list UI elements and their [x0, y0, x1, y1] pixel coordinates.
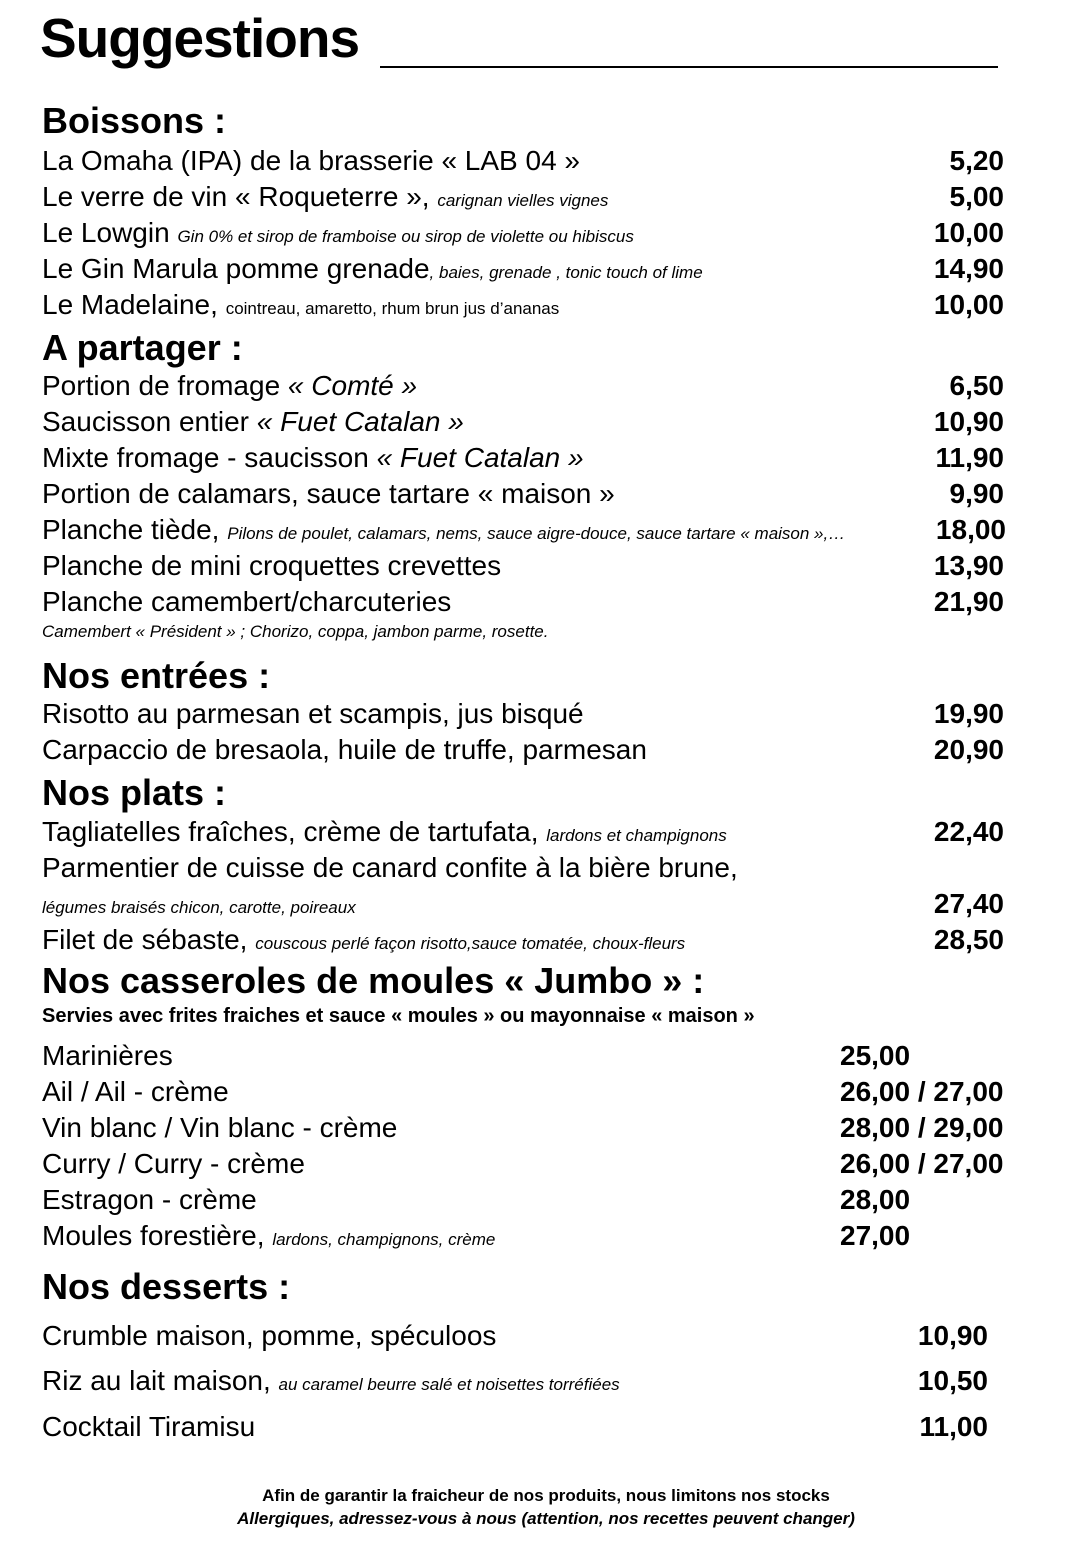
- item-description: Gin 0% et sirop de framboise ou sirop de violette ou hibiscus: [177, 227, 634, 246]
- section-subheading: Servies avec frites fraiches et sauce « moules » ou mayonnaise « maison »: [42, 1005, 755, 1027]
- item-name: Saucisson entier: [42, 406, 250, 437]
- item-price: 25,00: [840, 1040, 911, 1071]
- footer-allergy-note: Allergiques, adressez-vous à nous (attention, nos recettes peuvent changer): [237, 1509, 855, 1528]
- menu-item: [42, 1184, 257, 1216]
- item-name: Le Madelaine,: [42, 289, 218, 320]
- item-name: Le Gin Marula pomme grenade: [42, 253, 430, 284]
- item-name: Vin blanc / Vin blanc - crème: [42, 1112, 398, 1143]
- item-price: 19,90: [933, 698, 1004, 729]
- menu-item: [42, 406, 464, 438]
- item-price: 10,00: [933, 217, 1004, 248]
- item-price: 27,00: [840, 1220, 911, 1251]
- item-price: 26,00 / 27,00: [840, 1076, 1004, 1107]
- item-price: 5,20: [949, 145, 1004, 176]
- item-name: Portion de fromage: [42, 370, 281, 401]
- menu-item: [42, 852, 738, 884]
- footer-stock-note: Afin de garantir la fraicheur de nos produits, nous limitons nos stocks: [262, 1486, 830, 1505]
- menu-item: [42, 1220, 495, 1252]
- item-description: couscous perlé façon risotto,sauce tomatée, choux-fleurs: [255, 934, 686, 953]
- menu-item: [42, 145, 580, 177]
- item-name: Mixte fromage - saucisson: [42, 442, 369, 473]
- menu-item: [42, 514, 845, 546]
- item-description: lardons, champignons, crème: [272, 1230, 496, 1249]
- section-heading-partager: A partager :: [42, 327, 243, 368]
- item-description: , baies, grenade , tonic touch of lime: [429, 263, 703, 282]
- item-name: Planche camembert/charcuteries: [42, 586, 452, 617]
- menu-item: [42, 1320, 496, 1352]
- menu-item: [42, 181, 608, 213]
- item-description: « Fuet Catalan »: [376, 442, 584, 473]
- item-name: Curry / Curry - crème: [42, 1148, 305, 1179]
- menu-item: [42, 1365, 620, 1397]
- item-name: Risotto au parmesan et scampis, jus bisqué: [42, 698, 584, 729]
- item-description: légumes braisés chicon, carotte, poireaux: [42, 898, 356, 917]
- item-price: 10,50: [917, 1365, 988, 1396]
- section-heading-moules: Nos casseroles de moules « Jumbo » :: [42, 960, 705, 1001]
- menu-item: [42, 734, 647, 766]
- item-price: 27,40: [933, 888, 1004, 919]
- item-name: Planche de mini croquettes crevettes: [42, 550, 502, 581]
- section-heading-desserts: Nos desserts :: [42, 1266, 291, 1307]
- item-price: 28,50: [933, 924, 1004, 955]
- item-name: Planche tiède,: [42, 514, 220, 545]
- item-price: 10,90: [933, 406, 1004, 437]
- item-name: Moules forestière,: [42, 1220, 265, 1251]
- item-price: 10,90: [917, 1320, 988, 1351]
- item-price: 20,90: [933, 734, 1004, 765]
- item-name: Parmentier de cuisse de canard confite à la bière brune,: [42, 852, 738, 883]
- item-price: 10,00: [933, 289, 1004, 320]
- menu-item: [42, 924, 685, 956]
- item-price: 21,90: [933, 586, 1004, 617]
- item-name: Portion de calamars, sauce tartare « maison »: [42, 478, 615, 509]
- item-price: 6,50: [949, 370, 1004, 401]
- item-note: Camembert « Président » ; Chorizo, coppa, jambon parme, rosette.: [42, 622, 549, 641]
- item-name: Le Lowgin: [42, 217, 170, 248]
- menu-item: [42, 253, 703, 285]
- item-price: 22,40: [933, 816, 1004, 847]
- item-price: 26,00 / 27,00: [840, 1148, 1004, 1179]
- item-name: Filet de sébaste,: [42, 924, 248, 955]
- menu-item: [42, 478, 615, 510]
- menu-item: [42, 1112, 397, 1144]
- item-price: 11,00: [919, 1411, 988, 1442]
- item-name: Tagliatelles fraîches, crème de tartufata,: [42, 816, 539, 847]
- menu-item: [42, 586, 451, 618]
- item-name: Ail / Ail - crème: [42, 1076, 229, 1107]
- item-price: 14,90: [933, 253, 1004, 284]
- item-price: 18,00: [935, 514, 1006, 545]
- page-title: Suggestions: [40, 7, 360, 69]
- menu-item: [42, 698, 584, 730]
- menu-item: [42, 1076, 229, 1108]
- menu-item: [42, 816, 727, 848]
- menu-item: [42, 1040, 173, 1072]
- item-name: Le verre de vin « Roqueterre »,: [42, 181, 430, 212]
- item-name: Riz au lait maison,: [42, 1365, 271, 1396]
- menu-item: [42, 442, 584, 474]
- item-name: Estragon - crème: [42, 1184, 257, 1215]
- item-price: 5,00: [949, 181, 1004, 212]
- item-name: Carpaccio de bresaola, huile de truffe, parmesan: [42, 734, 647, 765]
- item-description: au caramel beurre salé et noisettes torréfiées: [278, 1375, 620, 1394]
- item-description: lardons et champignons: [546, 826, 727, 845]
- item-price: 13,90: [933, 550, 1004, 581]
- menu-item: [42, 370, 417, 402]
- menu-item: [42, 1411, 255, 1443]
- item-price: 28,00: [840, 1184, 911, 1215]
- section-heading-boissons: Boissons :: [42, 100, 227, 141]
- item-description: Pilons de poulet, calamars, nems, sauce aigre-douce, sauce tartare « maison »,…: [227, 524, 846, 543]
- item-description: cointreau, amaretto, rhum brun jus d’ananas: [225, 299, 560, 318]
- item-name: Crumble maison, pomme, spéculoos: [42, 1320, 497, 1351]
- section-heading-plats: Nos plats :: [42, 772, 227, 813]
- item-description: « Comté »: [287, 370, 418, 401]
- menu-item: [42, 289, 559, 321]
- item-name: Marinières: [42, 1040, 173, 1071]
- item-price: 9,90: [949, 478, 1004, 509]
- menu-item: [42, 217, 634, 249]
- item-name: La Omaha (IPA) de la brasserie « LAB 04 »: [42, 145, 580, 176]
- item-description: carignan vielles vignes: [437, 191, 609, 210]
- menu-item: [42, 1148, 305, 1180]
- item-price: 28,00 / 29,00: [840, 1112, 1004, 1143]
- section-heading-entrees: Nos entrées :: [42, 655, 271, 696]
- item-price: 11,90: [935, 442, 1004, 473]
- item-name: Cocktail Tiramisu: [42, 1411, 256, 1442]
- item-description: « Fuet Catalan »: [256, 406, 464, 437]
- menu-item: [42, 550, 501, 582]
- title-rule: [380, 66, 998, 68]
